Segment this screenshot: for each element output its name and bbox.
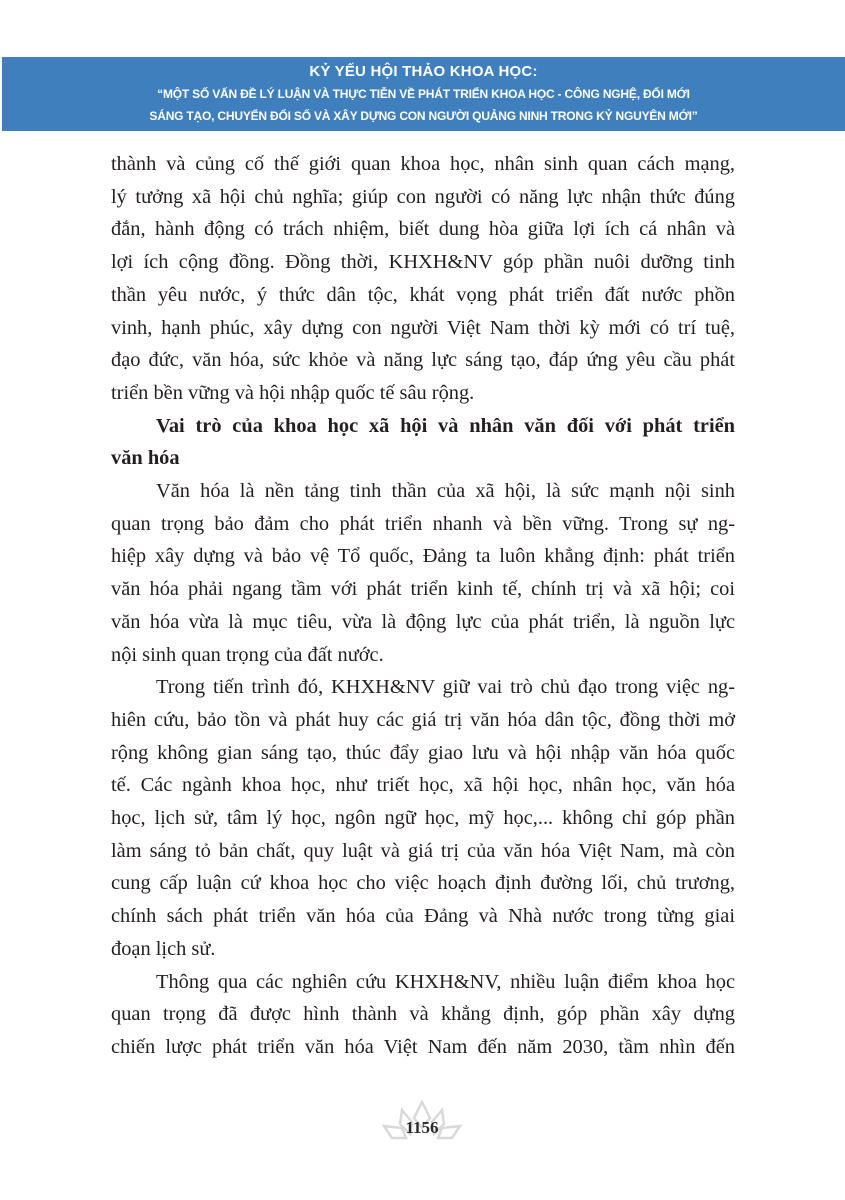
text-line: lý tưởng xã hội chủ nghĩa; giúp con người có năng lực nhận thức đúng [111, 185, 735, 208]
text-line: quan trọng đã được hình thành và khẳng định, góp phần xây dựng [111, 1003, 735, 1026]
page-body [111, 148, 735, 1064]
text-line: thần yêu nước, ý thức dân tộc, khát vọng phát triển đất nước phồn [111, 283, 735, 306]
paragraph [111, 966, 735, 1064]
text-line: chiến lược phát triển văn hóa Việt Nam đến năm 2030, tầm nhìn đến [111, 1035, 735, 1058]
text-line: nội sinh quan trọng của đất nước. [111, 643, 384, 666]
page-number: 1156 [405, 1118, 439, 1137]
section-heading [111, 410, 735, 475]
header-subtitle-line-2: SÁNG TẠO, CHUYỂN ĐỔI SỐ VÀ XÂY DỰNG CON NGƯỜI QUẢNG NINH TRONG KỶ NGUYÊN MỚI” [149, 109, 698, 123]
text-line: Trong tiến trình đó, KHXH&NV giữ vai trò chủ đạo trong việc ng- [156, 676, 735, 699]
text-line: triển bền vững và hội nhập quốc tế sâu rộng. [111, 381, 475, 404]
paragraph [111, 671, 735, 965]
paragraph-continued [111, 148, 735, 410]
text-line: đắn, hành động có trách nhiệm, biết dung hòa giữa lợi ích cá nhân và [111, 218, 735, 241]
paragraph [111, 475, 735, 671]
text-line: vinh, hạnh phúc, xây dựng con người Việt Nam thời kỳ mới có trí tuệ, [111, 316, 735, 339]
page-footer [372, 1098, 472, 1148]
text-line: hiệp xây dựng và bảo vệ Tổ quốc, Đảng ta luôn khẳng định: phát triển [111, 545, 735, 568]
header-subtitle-line-1: “MỘT SỐ VẤN ĐỀ LÝ LUẬN VÀ THỰC TIỄN VỀ PHÁT TRIỂN KHOA HỌC - CÔNG NGHỆ, ĐỔI MỚI [157, 87, 690, 101]
heading-line: văn hóa [111, 447, 180, 470]
text-line: văn hóa vừa là mục tiêu, vừa là động lực của phát triển, là nguồn lực [111, 610, 735, 633]
text-line: chính sách phát triển văn hóa của Đảng và Nhà nước trong từng giai [111, 905, 735, 928]
text-line: học, lịch sử, tâm lý học, ngôn ngữ học, mỹ học,... không chỉ góp phần [111, 807, 735, 830]
text-line: Văn hóa là nền tảng tinh thần của xã hội, là sức mạnh nội sinh [156, 480, 735, 503]
text-line: quan trọng bảo đảm cho phát triển nhanh và bền vững. Trong sự ng- [111, 512, 735, 535]
text-line: lợi ích cộng đồng. Đồng thời, KHXH&NV góp phần nuôi dưỡng tinh [111, 251, 735, 274]
text-line: thành và củng cố thế giới quan khoa học, nhân sinh quan cách mạng, [111, 153, 735, 175]
running-header [2, 57, 845, 131]
text-line: đoạn lịch sử. [111, 937, 216, 960]
text-line: Thông qua các nghiên cứu KHXH&NV, nhiều luận điểm khoa học [156, 970, 735, 993]
text-line: hiên cứu, bảo tồn và phát huy các giá trị văn hóa dân tộc, đồng thời mở [111, 708, 735, 731]
text-line: văn hóa phải ngang tầm với phát triển kinh tế, chính trị và xã hội; coi [111, 578, 735, 601]
text-line: đạo đức, văn hóa, sức khỏe và năng lực sáng tạo, đáp ứng yêu cầu phát [111, 349, 735, 372]
text-line: cung cấp luận cứ khoa học cho việc hoạch định đường lối, chủ trương, [111, 872, 735, 895]
text-line: làm sáng tỏ bản chất, quy luật và giá trị của văn hóa Việt Nam, mà còn [111, 839, 735, 862]
header-title: KỶ YẾU HỘI THẢO KHOA HỌC: [309, 63, 538, 80]
text-line: tế. Các ngành khoa học, như triết học, xã hội học, nhân học, văn hóa [111, 774, 735, 797]
heading-line: Vai trò của khoa học xã hội và nhân văn đối với phát triển [156, 414, 735, 437]
text-line: rộng không gian sáng tạo, thúc đẩy giao lưu và hội nhập văn hóa quốc [111, 741, 735, 764]
